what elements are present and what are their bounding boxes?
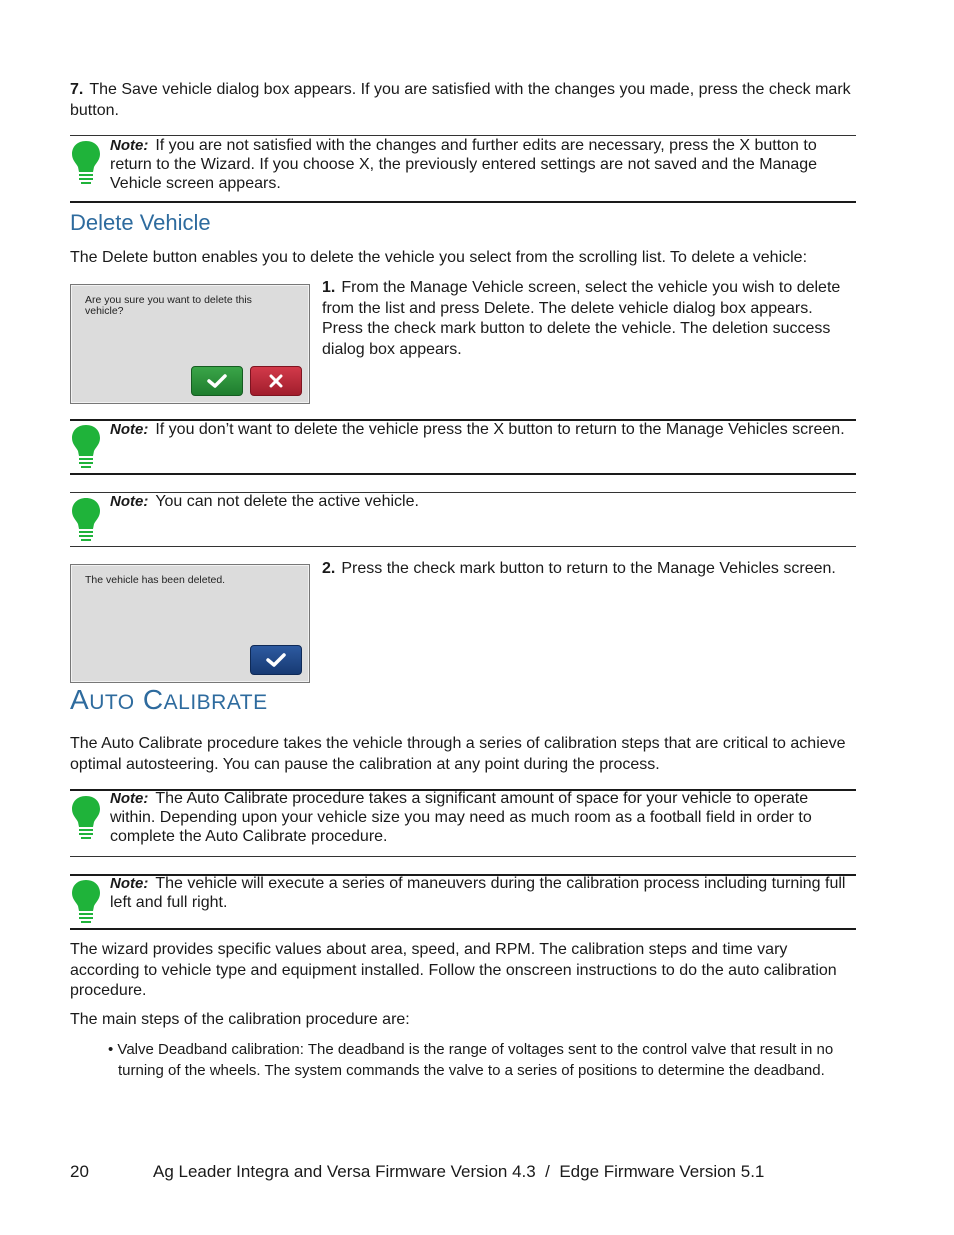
calibration-steps-list [98,1040,856,1081]
confirm-check-button[interactable] [191,366,243,396]
note-divider-bottom [70,201,856,203]
note-divider-bottom [70,473,856,475]
list-item: • Valve Deadband calibration: The deadband is the range of voltages sent to the control valve that result in no turning of the wheels. The system commands the valve to a series of positions to determine the deadband. [108,1041,834,1079]
note-1 [110,136,856,193]
step-text: From the Manage Vehicle screen, select the vehicle you wish to delete from the list and press Delete. The delete vehicle dialog box appears. Press the check mark button to delete the vehicle. The deletion success dialog box appears. [322,279,841,358]
note-divider-bottom [70,928,856,930]
dialog-message: Are you sure you want to delete this vehicle? [85,294,252,317]
cancel-x-button[interactable] [250,366,302,396]
note-text: You can not delete the active vehicle. [155,493,419,510]
step-number: 1. [322,279,336,296]
step-text: The Save vehicle dialog box appears. If you are satisfied with the changes you made, press the check mark button. [70,81,851,119]
lightbulb-icon [70,878,102,926]
list-item-text: Valve Deadband calibration: The deadband is the range of voltages sent to the control valve that result in no turning of the wheels. The system commands the valve to a series of positions to determine the deadband. [117,1041,834,1079]
note-divider-bottom [70,546,856,547]
wizard-paragraph: The wizard provides specific values about area, speed, and RPM. The calibration steps and time vary according to vehicle type and equipment installed. Follow the onscreen instructions to do the auto calibration procedure. [70,941,837,999]
step-number: 2. [322,560,336,577]
lightbulb-icon [70,496,102,544]
note-label: Note: [110,790,149,807]
note-4 [110,789,856,846]
note-text: The Auto Calibrate procedure takes a significant amount of space for your vehicle to operate within. Depending upon your vehicle size you may need as much room as a football field in order to complete the Auto Calibrate procedure. [110,790,812,845]
step-1 [322,278,842,360]
lightbulb-icon [70,139,102,187]
main-steps-intro: The main steps of the calibration procedure are: [70,1011,410,1028]
note-3 [110,492,856,511]
note-divider-bottom [70,856,856,857]
step-text: Press the check mark button to return to the Manage Vehicles screen. [341,560,836,577]
footer-title: Ag Leader Integra and Versa Firmware Version 4.3 / Edge Firmware Version 5.1 [153,1162,765,1181]
step-2 [322,559,842,580]
note-text: If you don’t want to delete the vehicle press the X button to return to the Manage Vehicles screen. [155,421,845,438]
note-text: If you are not satisfied with the changes and further edits are necessary, press the X button to return to the Wizard. If you choose X, the previously entered settings are not saved and the Manage Vehicle screen appears. [110,137,818,192]
note-label: Note: [110,875,149,892]
section-heading-delete-vehicle: Delete Vehicle [70,210,211,235]
note-label: Note: [110,421,149,438]
check-icon [207,373,227,389]
note-5 [110,874,856,912]
delete-confirm-dialog [70,284,310,404]
heading-initial: A [70,684,90,715]
note-text: The vehicle will execute a series of maneuvers during the calibration process including turning full left and full right. [110,875,846,911]
auto-calibrate-intro: The Auto Calibrate procedure takes the vehicle through a series of calibration steps that are critical to achieve optimal autosteering. You can pause the calibration at any point during the process. [70,735,846,773]
lightbulb-icon [70,794,102,842]
check-icon [266,652,286,668]
note-label: Note: [110,493,149,510]
step-number: 7. [70,81,84,98]
close-icon [268,373,284,389]
delete-intro: The Delete button enables you to delete the vehicle you select from the scrolling list. To delete a vehicle: [70,249,808,266]
confirm-check-button[interactable] [250,645,302,675]
step-7 [70,80,860,121]
page-number: 20 [70,1162,89,1181]
note-2 [110,420,856,439]
lightbulb-icon [70,423,102,471]
heading-rest: UTO [89,691,135,714]
section-heading-auto-calibrate [70,684,268,715]
heading-rest: ALIBRATE [163,691,268,714]
dialog-message: The vehicle has been deleted. [85,574,226,586]
deletion-success-dialog [70,564,310,683]
heading-initial: C [142,684,164,715]
note-label: Note: [110,137,149,154]
